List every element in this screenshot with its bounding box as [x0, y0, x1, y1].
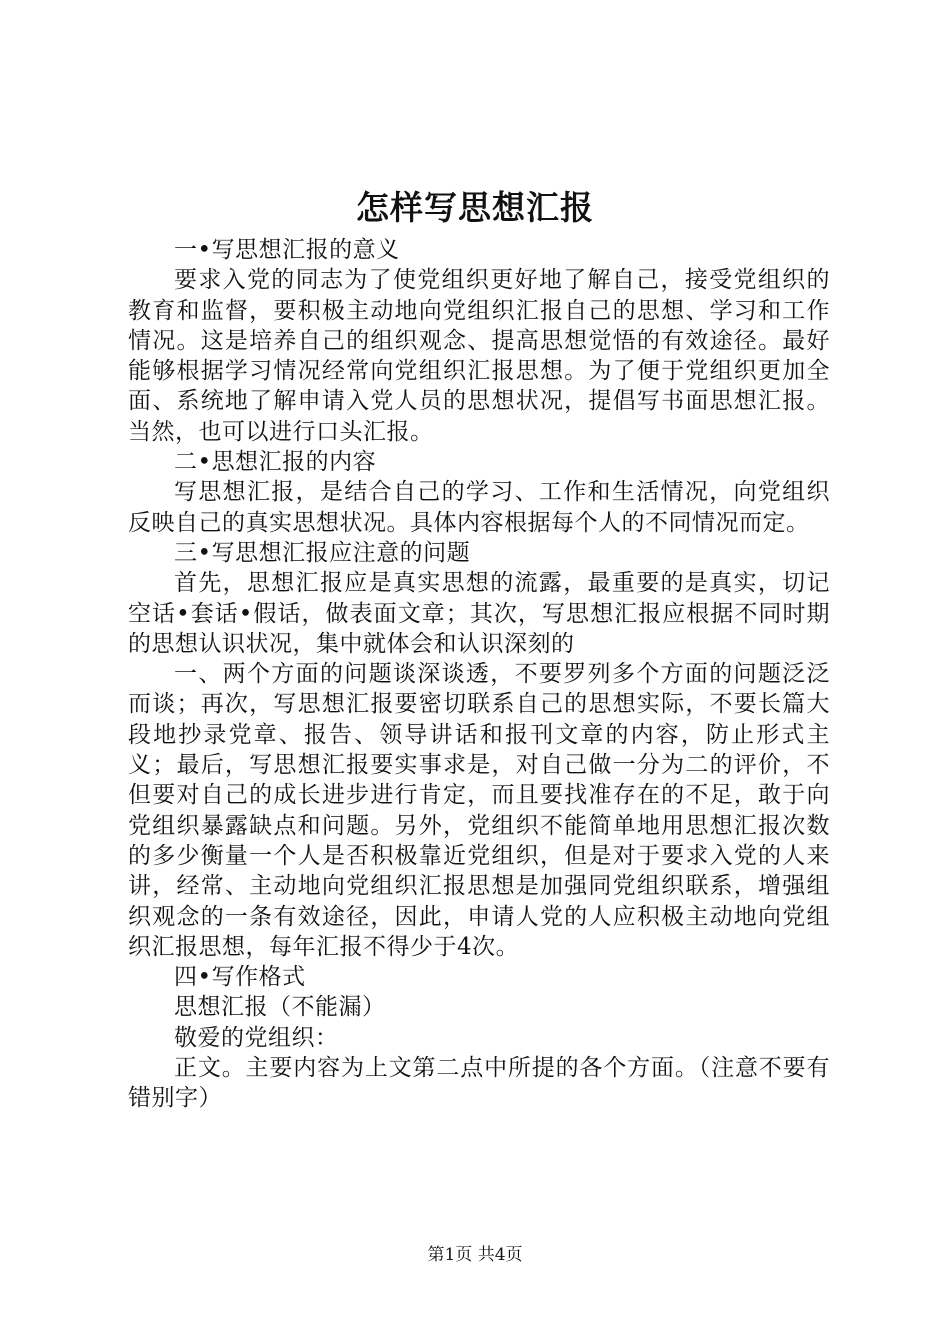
format-line-salutation: 敬爱的党组织： — [174, 1024, 339, 1051]
paragraph-content: 写思想汇报，是结合自己的学习、工作和生活情况，向党组织反映自己的真实思想状况。具体内容根据每个人的不同情况而定。 — [128, 479, 830, 536]
paragraph-issues-1: 首先，思想汇报应是真实思想的流露，最重要的是真实，切记空话•套话•假话，做表面文章；其次，写思想汇报应根据不同时期的思想认识状况，集中就体会和认识深刻的 — [128, 570, 830, 657]
paragraph-issues-2: 一、两个方面的问题谈深谈透，不要罗列多个方面的问题泛泛而谈；再次，写思想汇报要密切联系自己的思想实际，不要长篇大段地抄录党章、报告、领导讲话和报刊文章的内容，防止形式主义；最后，写思想汇报要实事求是，对自己做一分为二的评价，不但要对自己的成长进步进行肯定，而且要找准存在的不足，敢于向党组织暴露缺点和问题。另外，党组织不能简单地用思想汇报次数的多少衡量一个人是否积极靠近党组织，但是对于要求入党的人来讲，经常、主动地向党组织汇报思想是加强同党组织联系，增强组织观念的一条有效途径，因此，申请人党的人应积极主动地向党组织汇报思想，每年汇报不得少于4次。 — [128, 661, 830, 960]
document-body — [128, 235, 830, 1114]
page-footer: 第1页 共4页 — [427, 1245, 523, 1265]
format-line-title: 思想汇报（不能漏） — [174, 994, 386, 1021]
section-heading-4: 四•写作格式 — [174, 964, 306, 991]
section-heading-1: 一•写思想汇报的意义 — [174, 237, 400, 263]
document-title: 怎样写思想汇报 — [356, 188, 594, 227]
format-line-body: 正文。主要内容为上文第二点中所提的各个方面。（注意不要有错别字） — [128, 1055, 830, 1112]
paragraph-significance: 要求入党的同志为了使党组织更好地了解自己，接受党组织的教育和监督，要积极主动地向党组织汇报自己的思想、学习和工作情况。这是培养自己的组织观念、提高思想觉悟的有效途径。最好能够根据学习情况经常向党组织汇报思想。为了便于党组织更加全面、系统地了解申请入党人员的思想状况，提倡写书面思想汇报。当然，也可以进行口头汇报。 — [128, 267, 830, 445]
section-heading-3: 三•写思想汇报应注意的问题 — [174, 539, 471, 566]
section-heading-2: 二•思想汇报的内容 — [174, 449, 377, 476]
